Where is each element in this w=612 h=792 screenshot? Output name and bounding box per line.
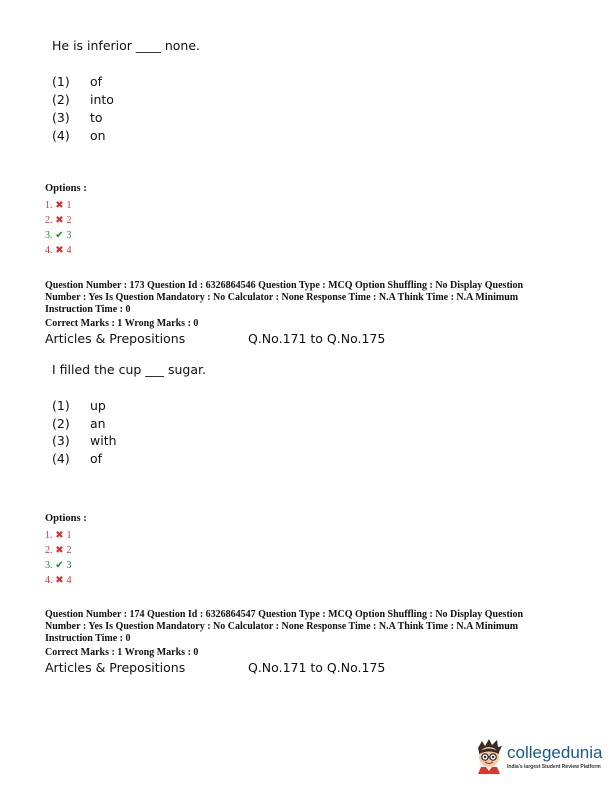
choice-list: [52, 74, 114, 146]
option-value: 3: [66, 230, 72, 241]
choice-item: [52, 398, 117, 416]
cross-icon: ✖: [55, 530, 64, 541]
choice-number: (4): [52, 128, 70, 143]
options-title: Options :: [45, 513, 87, 524]
marks-info: Correct Marks : 1 Wrong Marks : 0: [45, 647, 199, 658]
option-item: [45, 228, 72, 243]
choice-number: (3): [52, 433, 70, 448]
option-number: 2.: [45, 215, 53, 226]
option-value: 4: [66, 245, 72, 256]
logo-wordmark: collegedunia: [507, 742, 603, 762]
option-item: [45, 213, 72, 228]
option-item: [45, 198, 72, 213]
option-number: 1.: [45, 200, 53, 211]
option-item: [45, 243, 72, 258]
options-list: [45, 528, 72, 588]
choice-item: [52, 433, 117, 451]
option-number: 2.: [45, 545, 53, 556]
choice-number: (2): [52, 92, 70, 107]
choice-item: [52, 451, 117, 469]
cross-icon: ✖: [55, 215, 64, 226]
choice-text: to: [90, 110, 103, 125]
option-item: [45, 573, 72, 588]
option-value: 2: [66, 215, 72, 226]
choice-text: up: [90, 398, 106, 413]
section-category: Articles & Prepositions: [45, 660, 186, 675]
marks-info: Correct Marks : 1 Wrong Marks : 0: [45, 318, 199, 329]
choice-item: [52, 416, 117, 434]
option-item: [45, 558, 72, 573]
option-number: 3.: [45, 560, 53, 571]
choice-text: of: [90, 450, 103, 466]
option-number: 4.: [45, 575, 53, 586]
question-meta: [45, 609, 565, 645]
option-item: [45, 543, 72, 558]
choice-text: on: [90, 128, 106, 143]
choice-text: an: [90, 415, 106, 431]
option-value: 4: [66, 575, 72, 586]
option-value: 1: [66, 200, 72, 211]
options-title: Options :: [45, 183, 87, 194]
question-range: Q.No.171 to Q.No.175: [248, 660, 386, 675]
cross-icon: ✖: [55, 245, 64, 256]
option-value: 3: [66, 560, 72, 571]
choice-number: (4): [52, 450, 70, 466]
cross-icon: ✖: [55, 200, 64, 211]
choice-item: [52, 92, 114, 110]
check-icon: ✔: [55, 230, 64, 241]
choice-item: [52, 110, 114, 128]
question-text: I filled the cup ___ sugar.: [52, 362, 206, 377]
meta-line: Question Number : 173 Question Id : 6326864546 Question Type : MCQ Option Shuffling : No Display Question: [45, 280, 524, 291]
choice-number: (1): [52, 398, 70, 413]
check-icon: ✔: [55, 560, 64, 571]
meta-line: Number : Yes Is Question Mandatory : No Calculator : None Response Time : N.A Think Time : N.A Minimum: [45, 621, 519, 632]
question-meta: [45, 280, 565, 316]
meta-line: Instruction Time : 0: [45, 304, 131, 315]
choice-number: (1): [52, 74, 70, 89]
option-value: 2: [66, 545, 72, 556]
cross-icon: ✖: [55, 575, 64, 586]
options-list: [45, 198, 72, 258]
mascot-icon: [474, 738, 504, 774]
question-range: Q.No.171 to Q.No.175: [248, 331, 386, 346]
meta-line: Instruction Time : 0: [45, 633, 131, 644]
meta-line: Question Number : 174 Question Id : 6326864547 Question Type : MCQ Option Shuffling : No Display Question: [45, 609, 524, 620]
collegedunia-logo: [474, 738, 602, 774]
option-number: 1.: [45, 530, 53, 541]
choice-item: [52, 74, 114, 92]
option-item: [45, 528, 72, 543]
choice-text: with: [90, 433, 117, 448]
choice-item: [52, 128, 114, 146]
choice-list: [52, 398, 117, 468]
option-value: 1: [66, 530, 72, 541]
question-text: He is inferior ____ none.: [52, 38, 201, 53]
cross-icon: ✖: [55, 545, 64, 556]
meta-line: Number : Yes Is Question Mandatory : No Calculator : None Response Time : N.A Think Time : N.A Minimum: [45, 292, 519, 303]
section-category: Articles & Prepositions: [45, 331, 186, 346]
choice-number: (3): [52, 110, 70, 125]
choice-text: of: [90, 74, 103, 89]
logo-tagline: India's largest Student Review Platform: [507, 763, 601, 770]
choice-text: into: [90, 92, 114, 107]
choice-number: (2): [52, 415, 70, 431]
option-number: 3.: [45, 230, 53, 241]
option-number: 4.: [45, 245, 53, 256]
